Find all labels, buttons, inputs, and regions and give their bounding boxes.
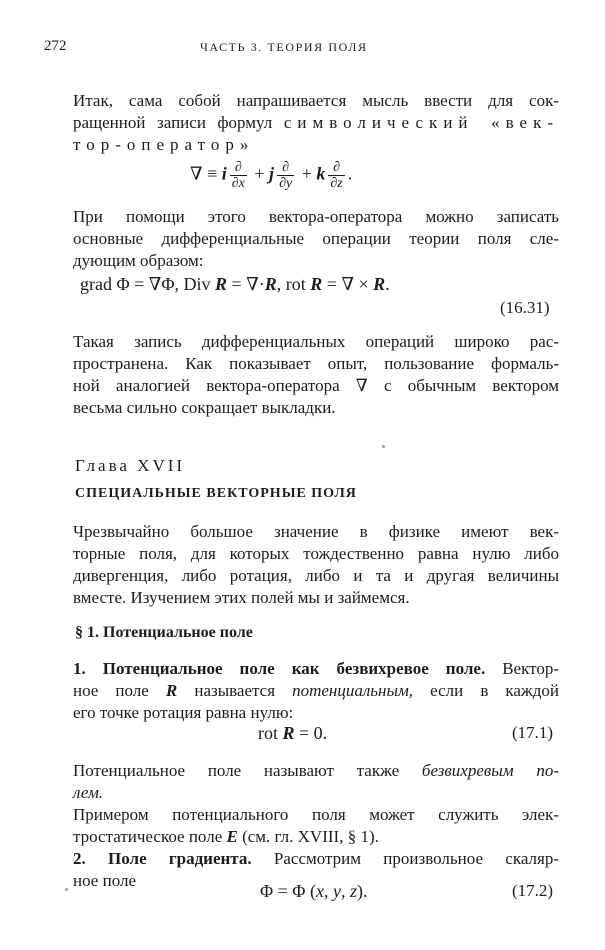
text-span: называется — [177, 681, 293, 700]
para2-line3: дующим образом: — [73, 251, 204, 270]
comma: , — [340, 881, 350, 901]
vector-R: R — [373, 274, 386, 294]
frac-den: ∂z — [330, 176, 343, 191]
para4-line1: Чрезвычайно большое значение в физике имеют век- — [73, 522, 559, 541]
vector-R: R — [310, 274, 323, 294]
para5-line1 — [73, 760, 559, 782]
var-y: y — [332, 881, 341, 901]
para4-line3: дивергенция, либо ротация, либо и та и другая величины — [73, 566, 559, 585]
chapter-label: Глава XVII — [75, 456, 186, 475]
period: . — [347, 163, 353, 184]
para1-line2 — [73, 112, 559, 134]
text-span: ращенной записи формул — [73, 113, 284, 132]
para3-line1: Такая запись дифференциальных операций широко рас- — [73, 332, 559, 351]
formula-part: , rot — [276, 274, 306, 294]
frac-den: ∂x — [231, 176, 245, 191]
section-title: § 1. Потенциальное поле — [75, 624, 253, 641]
para1-line1: Итак, сама собой напрашивается мысль ввести для сок- — [73, 91, 559, 110]
formula-part: = ∇ × — [322, 274, 374, 294]
text-span: ное поле — [73, 681, 166, 700]
operations-formula — [80, 273, 390, 295]
para6-line1: Примером потенциального поля может служить элек- — [73, 805, 559, 824]
formula-part: = ∇· — [227, 274, 265, 294]
formula-part: Φ = Φ ( — [260, 881, 316, 901]
period: . — [385, 274, 390, 294]
sub1-line2 — [73, 680, 559, 702]
scalar-field-formula — [260, 880, 367, 902]
text-span: Потенциальное поле называют также — [73, 761, 422, 780]
vector-E: E — [226, 827, 238, 846]
var-x: x — [315, 881, 324, 901]
nabla-definition-formula — [190, 160, 352, 191]
text-span: если в каждой — [413, 681, 559, 700]
para3-line3: ной аналогией вектора-оператора ∇ с обычным вектором — [73, 376, 559, 395]
text-span: (см. гл. XVIII, § 1). — [237, 827, 379, 846]
para1-line3: тор-оператор» — [73, 135, 255, 154]
para2-line1: При помощи этого вектора-оператора можно записать — [73, 207, 559, 226]
para4-line4: вместе. Изучением этих полей мы и займемся. — [73, 588, 410, 607]
para5-line2 — [73, 782, 559, 804]
sub1-line3: его точке ротация равна нулю: — [73, 703, 294, 722]
para2-line2: основные дифференциальные операции теории поля сле- — [73, 229, 559, 248]
italic-term: лем. — [73, 783, 104, 802]
vector-R: R — [282, 723, 295, 743]
vector-R: R — [264, 274, 277, 294]
plus-sign: + — [254, 163, 265, 184]
formula-part: ). — [356, 881, 368, 901]
unit-vector-i: i — [221, 163, 227, 184]
spaced-emphasis: символический — [283, 113, 474, 132]
para3-line4: весьма сильно сокращает выкладки. — [73, 398, 336, 417]
running-head: ЧАСТЬ 3. ТЕОРИЯ ПОЛЯ — [200, 40, 368, 54]
frac-den: ∂y — [279, 176, 293, 191]
formula-grad: grad Φ = ∇Φ, Div — [80, 274, 211, 294]
subsection-heading: 1. Потенциальное поле как безвихревое поле. — [73, 659, 486, 678]
print-speck — [65, 888, 68, 891]
para4-line2: торные поля, для которых тождественно равна нулю либо — [73, 544, 559, 563]
subsection-heading: 2. Поле градиента. — [73, 849, 252, 868]
vector-R: R — [215, 274, 228, 294]
sub1-line1 — [73, 658, 559, 680]
print-speck — [382, 445, 385, 448]
sub2-line2: ное поле — [73, 871, 137, 890]
fraction-dz — [328, 160, 344, 191]
text-span: Вектор- — [485, 659, 559, 678]
para3-line2: пространена. Как показывает опыт, пользование формаль- — [73, 354, 559, 373]
text-span: тростатическое поле — [73, 827, 227, 846]
italic-term: безвихревым по- — [421, 761, 559, 780]
formula-lhs: ∇ ≡ — [190, 163, 218, 184]
curl-free-formula — [258, 722, 327, 744]
comma: , — [323, 881, 333, 901]
unit-vector-j: j — [269, 163, 275, 184]
equation-number: (17.1) — [512, 723, 554, 742]
formula-part: = 0. — [294, 723, 328, 743]
fraction-dy — [277, 160, 294, 191]
text-span: Рассмотрим произвольное скаляр- — [251, 849, 559, 868]
plus-sign: + — [301, 163, 312, 184]
spaced-emphasis: «век- — [473, 113, 559, 132]
frac-num: ∂ — [230, 160, 247, 176]
var-z: z — [349, 881, 357, 901]
formula-part: rot — [258, 723, 283, 743]
equation-number: (17.2) — [512, 881, 554, 900]
vector-R: R — [165, 681, 178, 700]
page-number: 272 — [44, 38, 67, 54]
frac-num: ∂ — [328, 160, 344, 176]
fraction-dx — [230, 160, 247, 191]
italic-term: потенциальным, — [292, 681, 414, 700]
para6-line2 — [73, 826, 559, 848]
frac-num: ∂ — [277, 160, 294, 176]
unit-vector-k: k — [316, 163, 326, 184]
chapter-title: СПЕЦИАЛЬНЫЕ ВЕКТОРНЫЕ ПОЛЯ — [75, 486, 357, 501]
equation-number: (16.31) — [500, 298, 550, 317]
sub2-line1 — [73, 848, 559, 870]
